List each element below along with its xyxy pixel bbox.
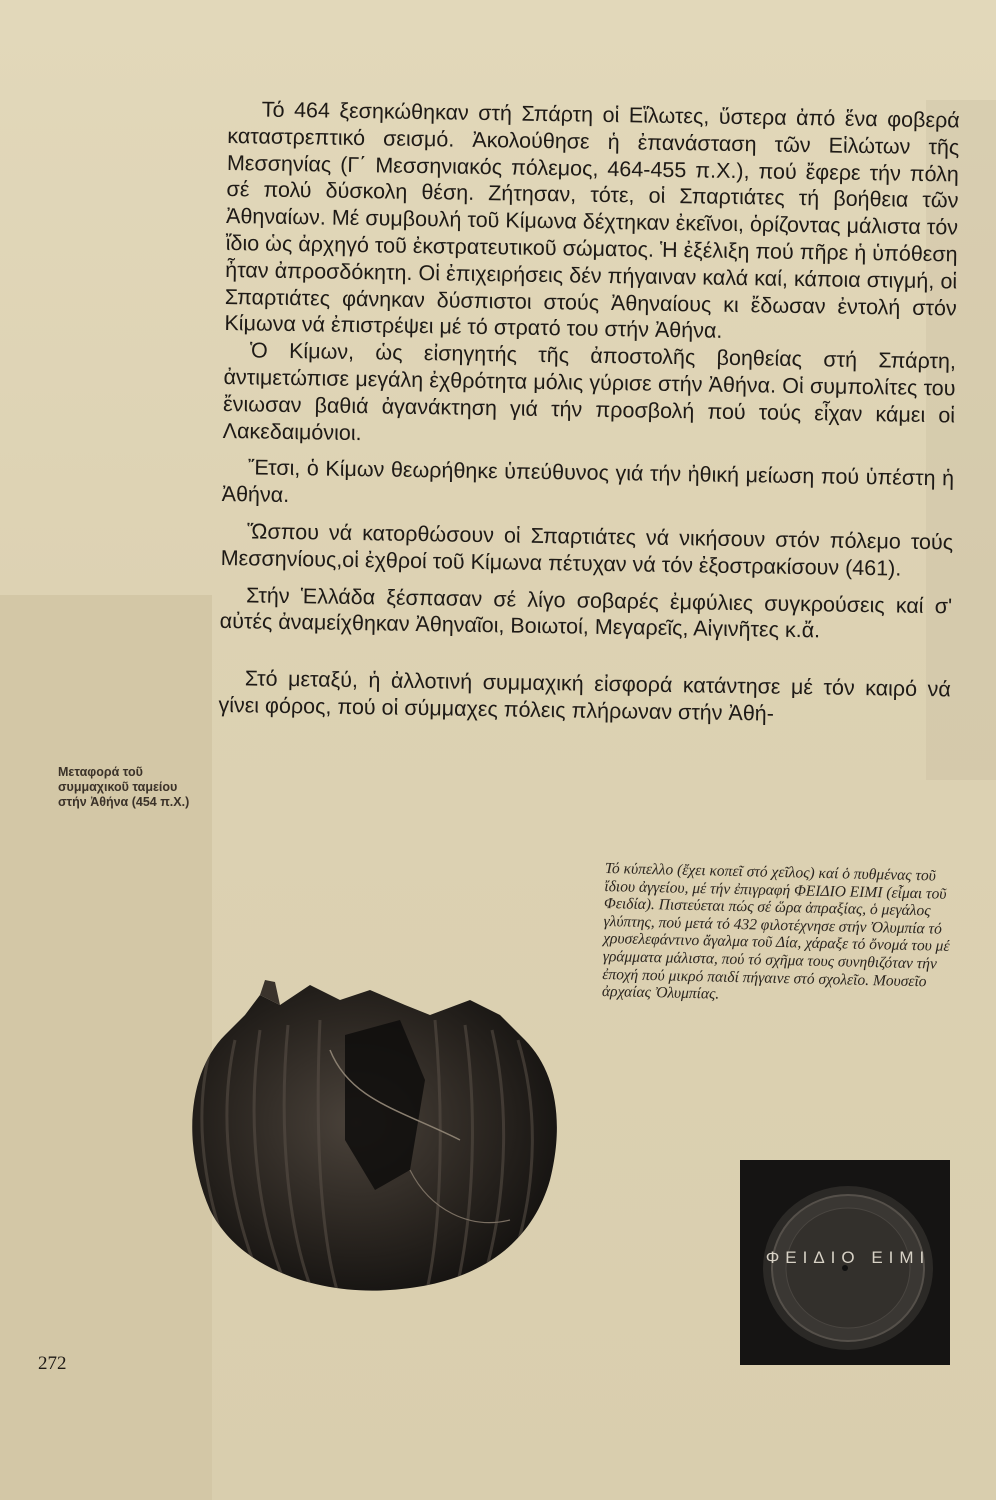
figure-caption: Τό κύπελλο (ἔχει κοπεῖ στό χεῖλος) καί ὁ πυθμένας τοῦ ἴδιου ἀγγείου, μέ τήν ἐπιγραφή ΦΕΙΔΙΟ ΕΙΜΙ (εἶμαι τοῦ Φειδία). Πιστεύεται πώς σέ ὥρα ἀπραξίας, ὁ μεγάλος γλύπτης, πού μετά τό 432 φιλοτέχνησε στήν Ὀλυμπία τό χρυσελεφάντινο ἄγαλμα τοῦ Δία, χάραξε τό ὄνομά του μέ γράμματα μάλιστα, πού τό σχῆμα τους συνηθιζόταν τήν ἐποχή πού μικρό παιδί πήγαινε στό σχολεῖο. Μουσεῖο ἀρχαίας Ὀλυμπίας. [601, 860, 950, 1003]
paragraph-1: Τό 464 ξεσηκώθηκαν στή Σπάρτη οἱ Εἵλωτες, ὕστερα ἀπό ἕνα φοβερά καταστρεπτικό σεισμό. Ἀκολούθησε ἡ ἐπανάσταση τῶν Εἱλώτων τῆς Μεσσηνίας (Γ΄ Μεσσηνιακός πόλεμος, 464-455 π.Χ.), πού ἔφερε τήν πόλη σέ πολύ δύσκολη θέση. Ζήτησαν, τότε, οἱ Σπαρτιάτες τή βοήθεια τῶν Ἀθηναίων. Μέ συμβουλή τοῦ Κίμωνα δέχτηκαν ἐκεῖνοι, ὁρίζοντας μάλιστα τόν ἴδιο ὡς ἀρχηγό τοῦ ἐκστρατευτικοῦ σώματος. Ἡ ἐξέλιξη πού πῆρε ἡ ὑπόθεση ἦταν ἀπροσδόκητη. Οἱ ἐπιχειρήσεις δέν πήγαιναν καλά καί, κάποια στιγμή, οἱ Σπαρτιάτες φάνηκαν δύσπιστοι στούς Ἀθηναίους κι ἔδωσαν ἐντολή στόν Κίμωνα νά ἐπιστρέψει μέ τό στρατό του στήν Ἀθήνα. [224, 97, 960, 344]
paragraph-4: Ὥσπου νά κατορθώσουν οἱ Σπαρτιάτες νά νικήσουν στόν πόλεμο τούς Μεσσηνίους,οἱ ἐχθροί τοῦ Κίμωνα πέτυχαν νά τόν ἐξοστρακίσουν (461). [220, 519, 954, 581]
vessel-base-photo [740, 1160, 950, 1365]
margin-note: Μεταφορά τοῦ συμμαχικοῦ ταμείου στήν Ἀθήνα (454 π.Χ.) [58, 765, 190, 809]
paragraph-3: Ἔτσι, ὁ Κίμων θεωρήθηκε ὑπεύθυνος γιά τήν ἠθική μείωση πού ὑπέστη ἡ Ἀθήνα. [221, 455, 955, 508]
paragraph-6: Στό μεταξύ, ἡ ἀλλοτινή συμμαχική εἰσφορά κατάντησε μέ τόν καιρό νά γίνει φόρος, πού οἱ σύμμαχες πόλεις πλήρωναν στήν Ἀθή- [218, 666, 951, 726]
paragraph-5: Στήν Ἑλλάδα ξέσπασαν σέ λίγο σοβαρές ἐμφύλιες συγκρούσεις καί σ' αὐτές ἀναμείχθηκαν Ἀθηναῖοι, Βοιωτοί, Μεγαρεῖς, Αἰγινῆτες κ.ἄ. [219, 582, 953, 643]
main-text [218, 96, 960, 730]
vessel-photo [170, 960, 570, 1300]
inscription-text: ΦΕΙΔΙΟ ΕΙΜΙ [765, 1248, 931, 1267]
page-number: 272 [38, 1353, 67, 1374]
paragraph-2: Ὁ Κίμων, ὡς εἰσηγητής τῆς ἀποστολῆς βοηθείας στή Σπάρτη, ἀντιμετώπισε μεγάλη ἐχθρότητα μόλις γύρισε στήν Ἀθήνα. Οἱ συμπολίτες του ἔνιωσαν βαθιά ἀγανάκτηση γιά τήν προσβολή πού τούς εἶχαν κάμει οἱ Λακεδαιμόνιοι. [222, 338, 957, 445]
